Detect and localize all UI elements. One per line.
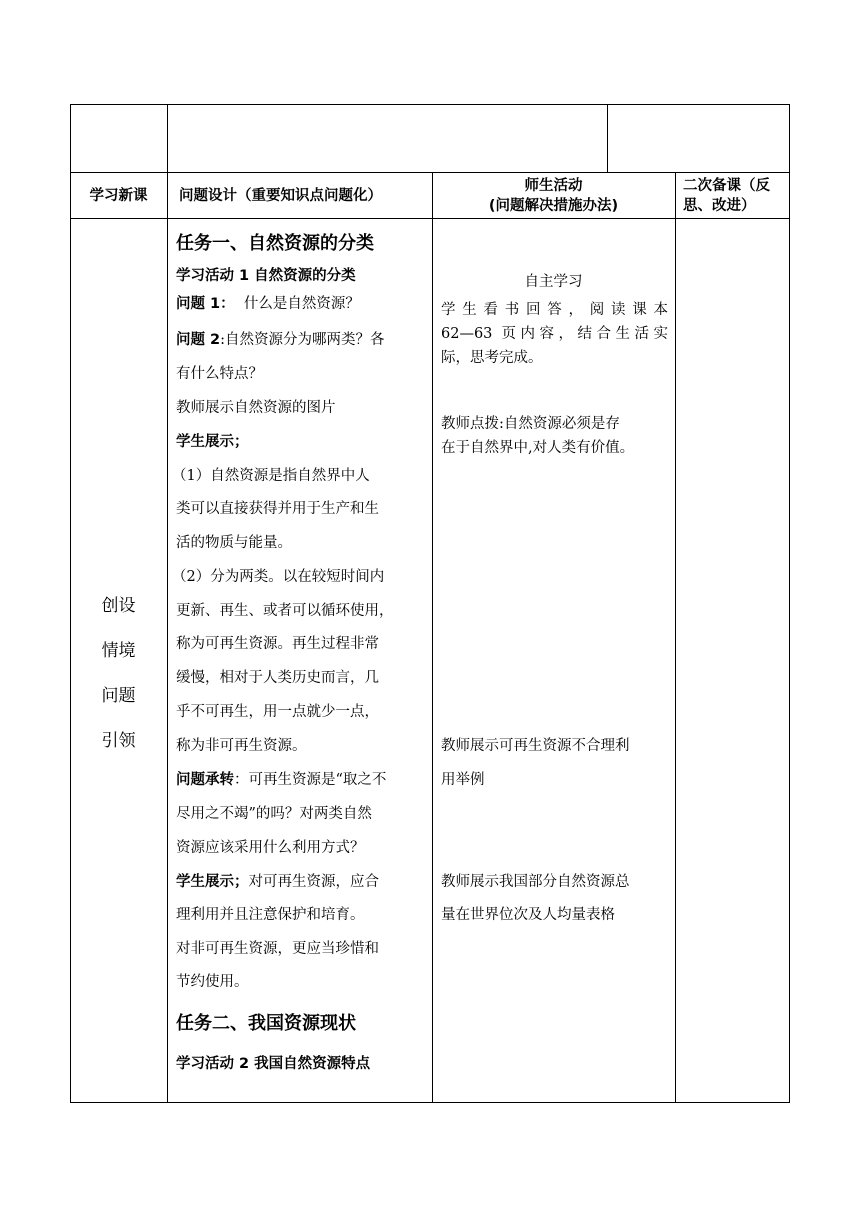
answer2-line4: 缓慢，相对于人类历史而言，几 xyxy=(176,670,379,686)
question2-text-b: 有什么特点？ xyxy=(176,366,263,382)
student-show2-line2: 理利用并且注意保护和培育。 xyxy=(176,907,365,923)
table-top-border xyxy=(70,104,790,105)
answer2-line6: 称为非可再生资源。 xyxy=(176,738,307,754)
col1-divider xyxy=(167,104,168,1103)
transition-line1 xyxy=(176,770,386,790)
task1-title: 任务一、自然资源的分类 xyxy=(176,233,374,254)
header-col-new-lesson: 学习新课 xyxy=(89,188,148,204)
left-label-4: 引领 xyxy=(101,731,136,751)
header-col-activity-line2: (问题解决措施办法) xyxy=(488,198,619,214)
student-show2-label: 学生展示； xyxy=(176,874,249,890)
self-study-line1: 学生看书回答，阅读课本 xyxy=(441,302,668,318)
col2-divider xyxy=(432,172,433,1103)
question2 xyxy=(176,330,385,350)
answer1-line2: 类可以直接获得并用于生产和生 xyxy=(176,501,379,517)
teacher-show-images: 教师展示自然资源的图片 xyxy=(176,400,336,416)
top-row-divider xyxy=(607,104,608,172)
teacher-table-line1: 教师展示我国部分自然资源总 xyxy=(441,874,630,890)
student-show2-text-1: 对可再生资源，应合 xyxy=(248,874,379,890)
transition-text-1: ：可再生资源是“取之不 xyxy=(234,772,387,788)
answer2-line2: 更新、再生、或者可以循环使用， xyxy=(176,603,394,619)
transition-line2: 尽用之不竭”的吗？对两类自然 xyxy=(176,806,372,822)
activity2-title: 学习活动 2 我国自然资源特点 xyxy=(176,1056,371,1072)
left-label-2: 情境 xyxy=(101,641,136,661)
teacher-table-line2: 量在世界位次及人均量表格 xyxy=(441,907,615,923)
self-study-line3: 际，思考完成。 xyxy=(441,350,543,366)
col3-divider xyxy=(675,172,676,1103)
question1 xyxy=(176,294,360,314)
task2-title: 任务二、我国资源现状 xyxy=(176,1013,356,1034)
header-col-second-prep-line1: 二次备课（反 xyxy=(683,178,770,194)
header-col-activity-line1: 师生活动 xyxy=(524,178,583,194)
answer2-line1: （2）分为两类。以在较短时间内 xyxy=(172,569,385,585)
nonrenew-line1: 对非可再生资源，更应当珍惜和 xyxy=(176,941,379,957)
self-study-line2: 62—63 页内容，结合生活实 xyxy=(441,326,668,342)
self-study-title: 自主学习 xyxy=(524,274,583,290)
answer1-line3: 活的物质与能量。 xyxy=(176,535,292,551)
activity1-title: 学习活动 1 自然资源的分类 xyxy=(176,268,356,284)
transition-label: 问题承转 xyxy=(176,772,234,788)
table-right-border xyxy=(789,104,790,1103)
student-show2-line1 xyxy=(176,872,379,892)
answer1-line1: （1）自然资源是指自然界中人 xyxy=(172,468,370,484)
question1-text: 什么是自然资源？ xyxy=(243,296,360,312)
header-col-second-prep-line2: 思、改进） xyxy=(683,198,756,214)
teacher-example-line1: 教师展示可再生资源不合理利 xyxy=(441,738,630,754)
header-top-border xyxy=(70,172,790,173)
answer2-line5: 乎不可再生，用一点就少一点， xyxy=(176,704,379,720)
nonrenew-line2: 节约使用。 xyxy=(176,974,249,990)
answer2-line3: 称为可再生资源。再生过程非常 xyxy=(176,636,379,652)
question2-text-a: :自然资源分为哪两类？各 xyxy=(220,332,385,348)
teacher-tip-line2: 在于自然界中,对人类有价值。 xyxy=(441,440,635,456)
student-show-label: 学生展示； xyxy=(176,434,249,450)
header-bottom-border xyxy=(70,218,790,219)
teacher-example-line2: 用举例 xyxy=(441,772,485,788)
teacher-tip-line1: 教师点拨:自然资源必须是存 xyxy=(441,416,620,432)
header-col-question-design: 问题设计（重要知识点问题化） xyxy=(179,188,382,204)
question1-label: 问题 1： xyxy=(176,296,235,312)
question2-label: 问题 2 xyxy=(176,332,221,348)
left-label-3: 问题 xyxy=(101,686,136,706)
transition-line3: 资源应该采用什么利用方式？ xyxy=(176,840,365,856)
left-label-1: 创设 xyxy=(101,596,136,616)
table-bottom-border xyxy=(70,1102,790,1103)
